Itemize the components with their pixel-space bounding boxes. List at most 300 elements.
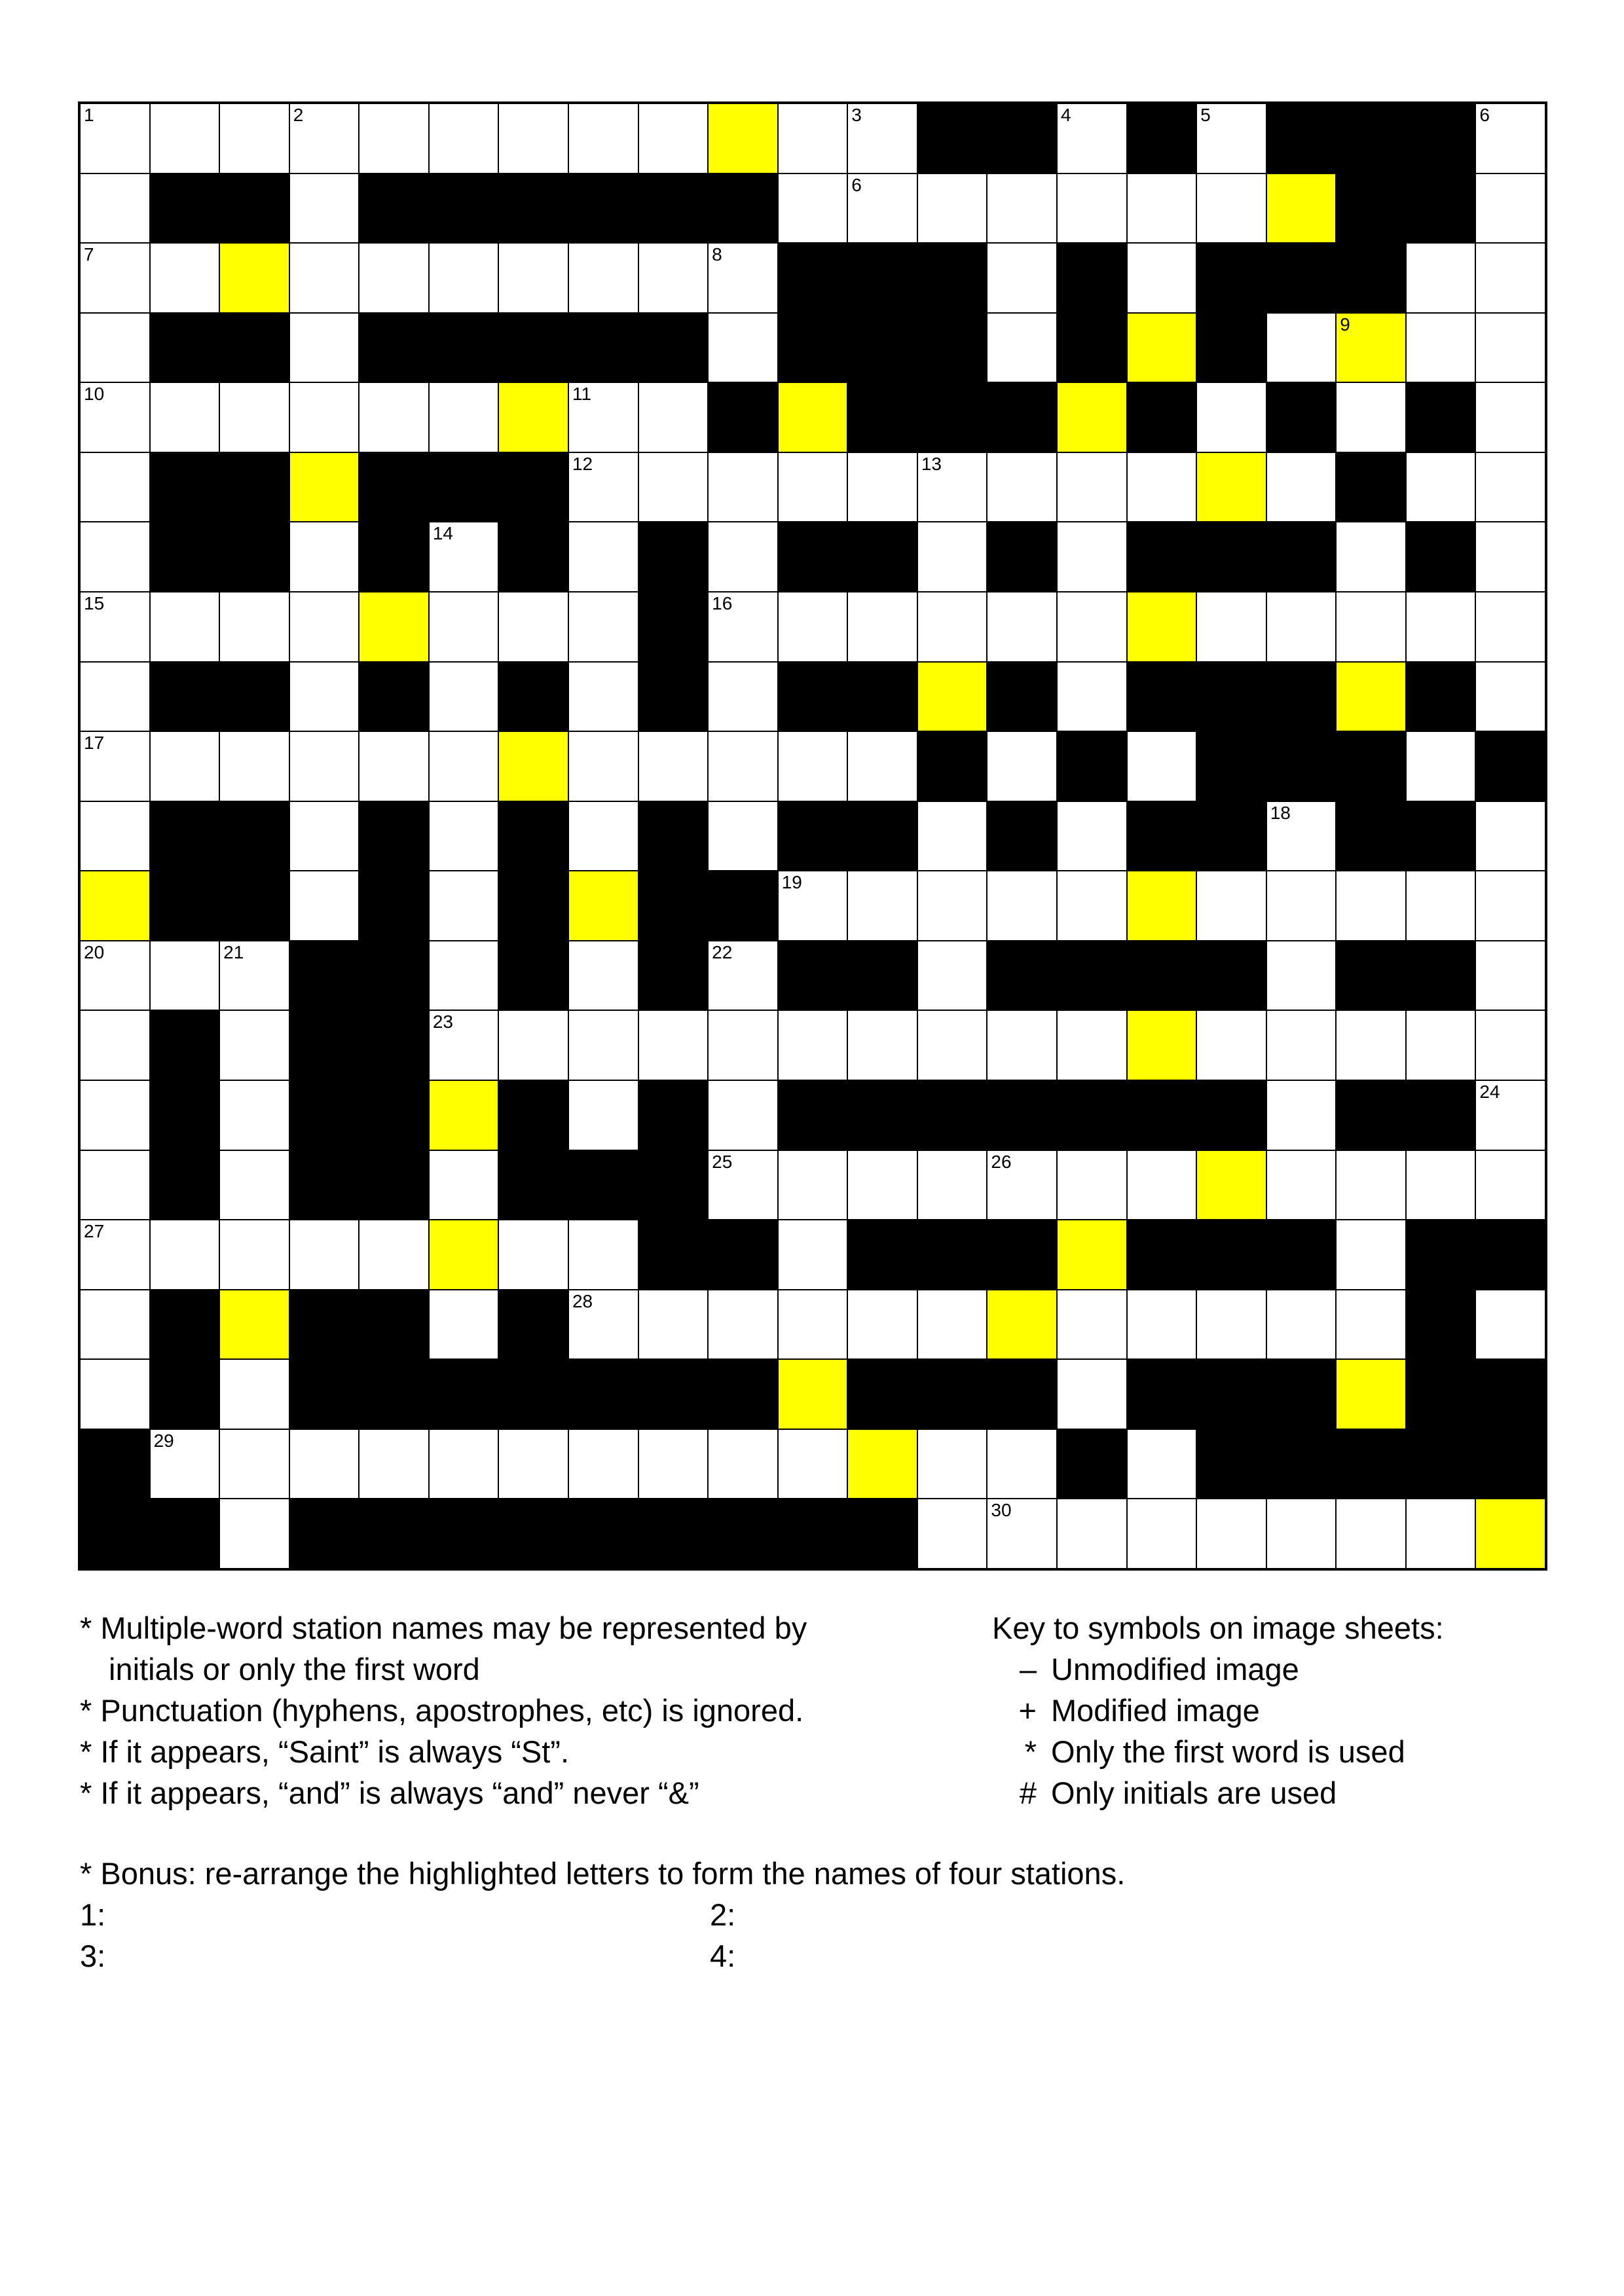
white-square[interactable] [1266,313,1337,383]
white-square[interactable] [1057,592,1127,662]
highlighted-square[interactable] [1196,1150,1266,1220]
white-square[interactable] [289,662,360,732]
white-square[interactable] [1127,243,1197,313]
white-square[interactable] [150,592,220,662]
white-square[interactable] [568,1220,638,1290]
white-square[interactable] [708,592,778,662]
white-square[interactable] [219,1010,289,1080]
white-square[interactable] [1406,1010,1476,1080]
bonus-answer-slot[interactable]: 1: [80,1897,106,1932]
black-square [987,801,1057,871]
white-square[interactable] [568,452,638,522]
white-square[interactable] [359,382,429,452]
black-square [1336,1080,1406,1150]
white-square[interactable] [219,1220,289,1290]
white-square[interactable] [1196,1010,1266,1080]
clue-number: 21 [223,941,244,962]
clue-number: 28 [572,1290,593,1311]
white-square[interactable] [1406,452,1476,522]
white-square[interactable] [638,382,709,452]
white-square[interactable] [80,243,150,313]
white-square[interactable] [917,1290,987,1360]
white-square[interactable] [1057,173,1127,244]
white-square[interactable] [1475,871,1545,941]
white-square[interactable] [917,592,987,662]
white-square[interactable] [289,522,360,592]
white-square[interactable] [847,871,917,941]
white-square[interactable] [150,243,220,313]
white-square[interactable] [568,1429,638,1499]
white-square[interactable] [1336,1220,1406,1290]
white-square[interactable] [1336,1499,1406,1569]
white-square[interactable] [708,1290,778,1360]
black-square [498,662,568,732]
black-square [1196,1220,1266,1290]
white-square[interactable] [498,1429,568,1499]
white-square[interactable] [1475,1010,1545,1080]
white-square[interactable] [917,1010,987,1080]
white-square[interactable] [638,243,709,313]
white-square[interactable] [80,1150,150,1220]
white-square[interactable] [778,731,848,801]
white-square[interactable] [429,731,499,801]
white-square[interactable] [847,1010,917,1080]
white-square[interactable] [219,382,289,452]
white-square[interactable] [219,592,289,662]
white-square[interactable] [778,452,848,522]
white-square[interactable] [778,871,848,941]
white-square[interactable] [150,382,220,452]
white-square[interactable] [1057,662,1127,732]
black-square [498,801,568,871]
white-square[interactable] [1196,173,1266,244]
white-square[interactable] [80,801,150,871]
white-square[interactable] [1336,1290,1406,1360]
white-square[interactable] [1266,1499,1337,1569]
white-square[interactable] [80,731,150,801]
white-square[interactable] [638,1429,709,1499]
white-square[interactable] [987,1429,1057,1499]
white-square[interactable] [708,731,778,801]
white-square[interactable] [1266,1080,1337,1150]
black-square [359,313,429,383]
white-square[interactable] [1475,313,1545,383]
white-square[interactable] [1475,941,1545,1011]
white-square[interactable] [1196,103,1266,173]
white-square[interactable] [708,243,778,313]
white-square[interactable] [1057,801,1127,871]
white-square[interactable] [708,801,778,871]
white-square[interactable] [708,522,778,592]
white-square[interactable] [708,1080,778,1150]
white-square[interactable] [708,313,778,383]
white-square[interactable] [987,1499,1057,1569]
white-square[interactable] [150,1429,220,1499]
white-square[interactable] [847,103,917,173]
highlighted-square[interactable] [1196,452,1266,522]
highlighted-square[interactable] [708,103,778,173]
white-square[interactable] [1127,1429,1197,1499]
white-square[interactable] [917,941,987,1011]
white-square[interactable] [778,103,848,173]
black-square [917,103,987,173]
white-square[interactable] [778,1150,848,1220]
clue-number: 8 [712,244,722,265]
white-square[interactable] [1196,382,1266,452]
highlighted-square[interactable] [1336,313,1406,383]
white-square[interactable] [568,801,638,871]
white-square[interactable] [917,452,987,522]
white-square[interactable] [1475,1150,1545,1220]
highlighted-square[interactable] [1127,871,1197,941]
white-square[interactable] [1127,1150,1197,1220]
white-square[interactable] [1475,522,1545,592]
white-square[interactable] [1475,1290,1545,1360]
white-square[interactable] [219,731,289,801]
white-square[interactable] [1057,871,1127,941]
white-square[interactable] [289,1220,360,1290]
white-square[interactable] [359,243,429,313]
white-square[interactable] [987,313,1057,383]
white-square[interactable] [429,801,499,871]
white-square[interactable] [1336,1150,1406,1220]
white-square[interactable] [429,1429,499,1499]
white-square[interactable] [80,522,150,592]
white-square[interactable] [1336,871,1406,941]
white-square[interactable] [1057,103,1127,173]
white-square[interactable] [708,1429,778,1499]
white-square[interactable] [1266,1150,1337,1220]
white-square[interactable] [80,313,150,383]
white-square[interactable] [708,1010,778,1080]
white-square[interactable] [568,1080,638,1150]
highlighted-square[interactable] [498,731,568,801]
white-square[interactable] [289,243,360,313]
black-square [987,1080,1057,1150]
white-square[interactable] [429,103,499,173]
white-square[interactable] [1406,871,1476,941]
highlighted-square[interactable] [1127,592,1197,662]
white-square[interactable] [289,313,360,383]
white-square[interactable] [1266,1010,1337,1080]
black-square [219,173,289,244]
black-square [917,382,987,452]
highlighted-square[interactable] [847,1429,917,1499]
bonus-answer-slot[interactable]: 2: [710,1897,736,1932]
white-square[interactable] [150,731,220,801]
white-square[interactable] [498,1220,568,1290]
white-square[interactable] [80,1010,150,1080]
white-square[interactable] [987,871,1057,941]
white-square[interactable] [1475,662,1545,732]
white-square[interactable] [1475,103,1545,173]
white-square[interactable] [289,1429,360,1499]
white-square[interactable] [1336,382,1406,452]
highlighted-square[interactable] [429,1080,499,1150]
white-square[interactable] [847,592,917,662]
white-square[interactable] [847,452,917,522]
white-square[interactable] [1266,941,1337,1011]
black-square [1475,731,1545,801]
white-square[interactable] [429,522,499,592]
white-square[interactable] [987,592,1057,662]
highlighted-square[interactable] [568,871,638,941]
black-square [1475,1220,1545,1290]
highlighted-square[interactable] [80,871,150,941]
white-square[interactable] [1127,452,1197,522]
white-square[interactable] [429,382,499,452]
black-square [1057,731,1127,801]
white-square[interactable] [429,1290,499,1360]
white-square[interactable] [429,243,499,313]
black-square [1336,1429,1406,1499]
white-square[interactable] [80,103,150,173]
white-square[interactable] [1266,871,1337,941]
white-square[interactable] [1475,1080,1545,1150]
white-square[interactable] [568,592,638,662]
white-square[interactable] [987,173,1057,244]
white-square[interactable] [429,871,499,941]
clue-number: 15 [84,592,105,613]
white-square[interactable] [1406,592,1476,662]
black-square [638,1499,709,1569]
white-square[interactable] [1336,592,1406,662]
highlighted-square[interactable] [778,382,848,452]
white-square[interactable] [708,662,778,732]
highlighted-square[interactable] [1057,382,1127,452]
white-square[interactable] [1057,452,1127,522]
white-square[interactable] [219,941,289,1011]
white-square[interactable] [917,1150,987,1220]
white-square[interactable] [568,1290,638,1360]
clue-number: 9 [1340,314,1350,335]
white-square[interactable] [219,1429,289,1499]
white-square[interactable] [1475,592,1545,662]
highlighted-square[interactable] [1127,1010,1197,1080]
highlighted-square[interactable] [359,592,429,662]
white-square[interactable] [987,731,1057,801]
white-square[interactable] [568,941,638,1011]
white-square[interactable] [987,1010,1057,1080]
white-square[interactable] [498,243,568,313]
white-square[interactable] [638,103,709,173]
white-square[interactable] [498,592,568,662]
white-square[interactable] [498,1010,568,1080]
white-square[interactable] [1127,731,1197,801]
white-square[interactable] [917,173,987,244]
black-square [638,1359,709,1429]
white-square[interactable] [1196,592,1266,662]
white-square[interactable] [1196,1499,1266,1569]
white-square[interactable] [1057,1290,1127,1360]
white-square[interactable] [987,1150,1057,1220]
white-square[interactable] [847,731,917,801]
highlighted-square[interactable] [219,243,289,313]
white-square[interactable] [1196,871,1266,941]
white-square[interactable] [1057,1499,1127,1569]
white-square[interactable] [568,382,638,452]
highlighted-square[interactable] [987,1290,1057,1360]
white-square[interactable] [1475,173,1545,244]
white-square[interactable] [1406,313,1476,383]
white-square[interactable] [1336,1010,1406,1080]
white-square[interactable] [568,522,638,592]
key-item [992,1649,1581,1690]
white-square[interactable] [1057,522,1127,592]
highlighted-square[interactable] [1127,313,1197,383]
white-square[interactable] [917,522,987,592]
bonus-answer-slot[interactable]: 4: [710,1939,736,1973]
white-square[interactable] [80,173,150,244]
white-square[interactable] [80,1290,150,1360]
white-square[interactable] [429,592,499,662]
white-square[interactable] [778,1010,848,1080]
white-square[interactable] [1475,801,1545,871]
white-square[interactable] [638,1290,709,1360]
white-square[interactable] [1266,592,1337,662]
white-square[interactable] [1057,1359,1127,1429]
white-square[interactable] [219,1150,289,1220]
white-square[interactable] [150,941,220,1011]
white-square[interactable] [359,1429,429,1499]
white-square[interactable] [778,592,848,662]
white-square[interactable] [289,871,360,941]
black-square [498,871,568,941]
white-square[interactable] [987,452,1057,522]
highlighted-square[interactable] [429,1220,499,1290]
white-square[interactable] [847,173,917,244]
white-square[interactable] [429,941,499,1011]
black-square [150,1290,220,1360]
white-square[interactable] [289,731,360,801]
white-square[interactable] [568,1010,638,1080]
white-square[interactable] [289,103,360,173]
white-square[interactable] [1475,382,1545,452]
white-square[interactable] [359,731,429,801]
highlighted-square[interactable] [778,1359,848,1429]
white-square[interactable] [1057,1150,1127,1220]
highlighted-square[interactable] [1475,1499,1545,1569]
white-square[interactable] [847,1150,917,1220]
highlighted-square[interactable] [289,452,360,522]
white-square[interactable] [778,1429,848,1499]
white-square[interactable] [778,1220,848,1290]
white-square[interactable] [359,103,429,173]
highlighted-square[interactable] [1336,662,1406,732]
black-square [80,1429,150,1499]
white-square[interactable] [1475,452,1545,522]
black-square [150,1359,220,1429]
white-square[interactable] [80,592,150,662]
white-square[interactable] [1475,243,1545,313]
white-square[interactable] [1406,1150,1476,1220]
white-square[interactable] [219,1359,289,1429]
white-square[interactable] [917,801,987,871]
white-square[interactable] [1266,452,1337,522]
black-square [708,382,778,452]
bonus-answer-slot[interactable]: 3: [80,1939,106,1973]
white-square[interactable] [1196,1290,1266,1360]
highlighted-square[interactable] [917,662,987,732]
black-square [638,662,709,732]
white-square[interactable] [219,1080,289,1150]
white-square[interactable] [708,941,778,1011]
black-square [359,941,429,1011]
white-square[interactable] [1127,1499,1197,1569]
white-square[interactable] [568,731,638,801]
white-square[interactable] [987,243,1057,313]
white-square[interactable] [1127,173,1197,244]
white-square[interactable] [1406,1499,1476,1569]
white-square[interactable] [80,452,150,522]
white-square[interactable] [847,1290,917,1360]
white-square[interactable] [1406,243,1476,313]
highlighted-square[interactable] [1336,1359,1406,1429]
white-square[interactable] [1127,1290,1197,1360]
white-square[interactable] [80,662,150,732]
black-square [987,1359,1057,1429]
white-square[interactable] [289,801,360,871]
white-square[interactable] [638,1010,709,1080]
white-square[interactable] [917,1499,987,1569]
black-square [638,173,709,244]
black-square [568,1150,638,1220]
highlighted-square[interactable] [498,382,568,452]
white-square[interactable] [498,103,568,173]
white-square[interactable] [917,871,987,941]
white-square[interactable] [219,103,289,173]
white-square[interactable] [359,1220,429,1290]
highlighted-square[interactable] [1057,1220,1127,1290]
white-square[interactable] [708,452,778,522]
white-square[interactable] [1057,1010,1127,1080]
white-square[interactable] [289,382,360,452]
white-square[interactable] [80,382,150,452]
white-square[interactable] [80,1080,150,1150]
white-square[interactable] [778,173,848,244]
highlighted-square[interactable] [1266,173,1337,244]
white-square[interactable] [568,243,638,313]
white-square[interactable] [429,662,499,732]
white-square[interactable] [289,173,360,244]
white-square[interactable] [80,1359,150,1429]
white-square[interactable] [150,103,220,173]
white-square[interactable] [917,1429,987,1499]
white-square[interactable] [638,452,709,522]
white-square[interactable] [1406,731,1476,801]
white-square[interactable] [80,1220,150,1290]
white-square[interactable] [150,1220,220,1290]
white-square[interactable] [1266,1290,1337,1360]
white-square[interactable] [219,1499,289,1569]
white-square[interactable] [429,1150,499,1220]
black-square [917,313,987,383]
white-square[interactable] [708,1150,778,1220]
white-square[interactable] [1336,522,1406,592]
white-square[interactable] [568,103,638,173]
white-square[interactable] [778,1290,848,1360]
highlighted-square[interactable] [219,1290,289,1360]
white-square[interactable] [289,592,360,662]
white-square[interactable] [568,662,638,732]
black-square [1266,382,1337,452]
white-square[interactable] [638,731,709,801]
white-square[interactable] [80,941,150,1011]
white-square[interactable] [429,1010,499,1080]
white-square[interactable] [1266,801,1337,871]
black-square [1057,1080,1127,1150]
bonus-answers [80,1894,997,1977]
